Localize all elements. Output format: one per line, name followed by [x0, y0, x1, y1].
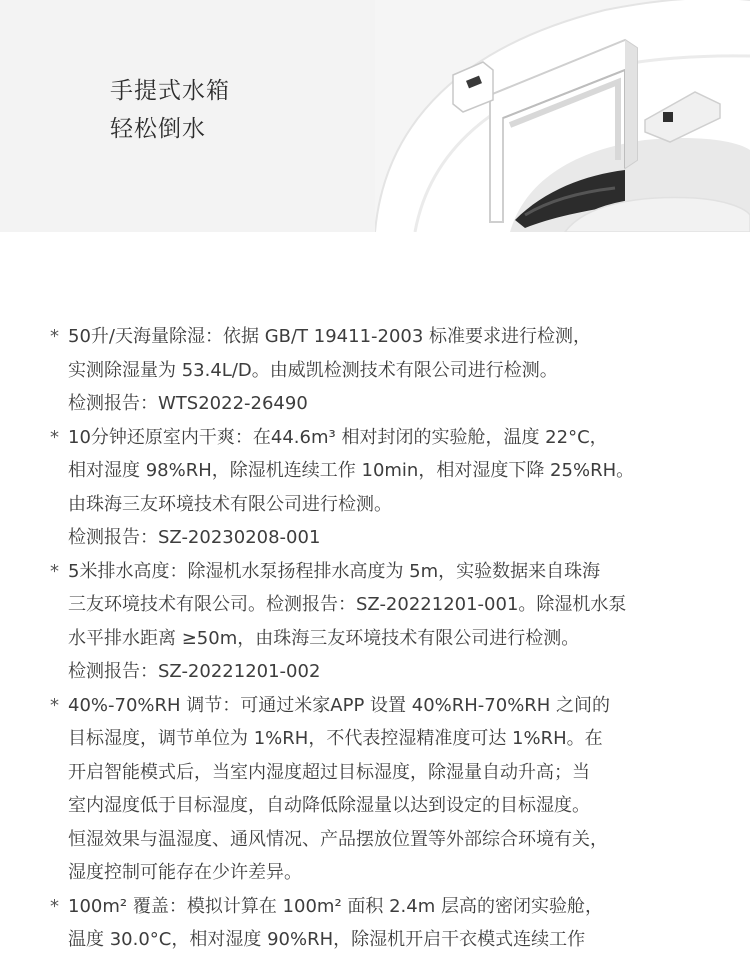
footnote-line: 由珠海三友环境技术有限公司进行检测。: [68, 493, 392, 515]
footnote-line: 开启智能模式后，当室内湿度超过目标湿度，除湿量自动升高；当: [68, 761, 590, 783]
footnote-line: 检测报告：WTS2022-26490: [68, 393, 308, 414]
water-tank-product-image: [375, 0, 750, 232]
footnote-line: 5米排水高度：除湿机水泵扬程排水高度为 5m，实验数据来自珠海: [68, 560, 601, 582]
hero-headline: [110, 72, 230, 148]
footnote-line: 100m² 覆盖：模拟计算在 100m² 面积 2.4m 层高的密闭实验舱，: [68, 895, 603, 917]
footnote-line: 水平排水距离 ≥50m，由珠海三友环境技术有限公司进行检测。: [68, 627, 580, 649]
asterisk-icon: *: [50, 895, 59, 917]
footnote-coverage-area: [0, 890, 750, 957]
footnote-line: 湿度控制可能存在少许差异。: [68, 862, 302, 883]
footnote-humidity-range: [0, 689, 750, 890]
footnote-drain-height: [0, 555, 750, 689]
hero-banner: [0, 0, 750, 232]
footnote-dehumidify-capacity: [0, 320, 750, 421]
footnote-line: 室内湿度低于目标湿度，自动降低除湿量以达到设定的目标湿度。: [68, 795, 590, 816]
asterisk-icon: *: [50, 694, 59, 716]
footnote-line: 50升/天海量除湿：依据 GB/T 19411-2003 标准要求进行检测，: [68, 326, 592, 347]
footnote-line: 温度 30.0°C，相对湿度 90%RH，除湿机开启干衣模式连续工作: [68, 929, 586, 950]
footnote-line: 三友环境技术有限公司。检测报告：SZ-20221201-001。除湿机水泵: [68, 594, 627, 615]
footnote-ten-minute-dry: [0, 421, 750, 555]
footnote-line: 40%-70%RH 调节：可通过米家APP 设置 40%RH-70%RH 之间的: [68, 694, 611, 716]
hero-subtitle: 轻松倒水: [110, 116, 206, 142]
footnote-line: 目标湿度，调节单位为 1%RH，不代表控湿精准度可达 1%RH。在: [68, 728, 603, 749]
footnote-line: 实测除湿量为 53.4L/D。由威凯检测技术有限公司进行检测。: [68, 359, 558, 381]
asterisk-icon: *: [50, 326, 59, 347]
footnote-line: 检测报告：SZ-20230208-001: [68, 527, 321, 548]
asterisk-icon: *: [50, 560, 59, 582]
footnote-line: 10分钟还原室内干爽：在44.6m³ 相对封闭的实验舱，温度 22°C，: [68, 426, 608, 448]
footnote-line: 相对湿度 98%RH，除湿机连续工作 10min，相对湿度下降 25%RH。: [68, 460, 635, 481]
hero-title: 手提式水箱: [110, 78, 230, 104]
footnotes: [0, 320, 750, 957]
footnote-line: 恒湿效果与温湿度、通风情况、产品摆放位置等外部综合环境有关，: [68, 828, 608, 850]
asterisk-icon: *: [50, 426, 59, 448]
footnote-line: 检测报告：SZ-20221201-002: [68, 661, 321, 682]
